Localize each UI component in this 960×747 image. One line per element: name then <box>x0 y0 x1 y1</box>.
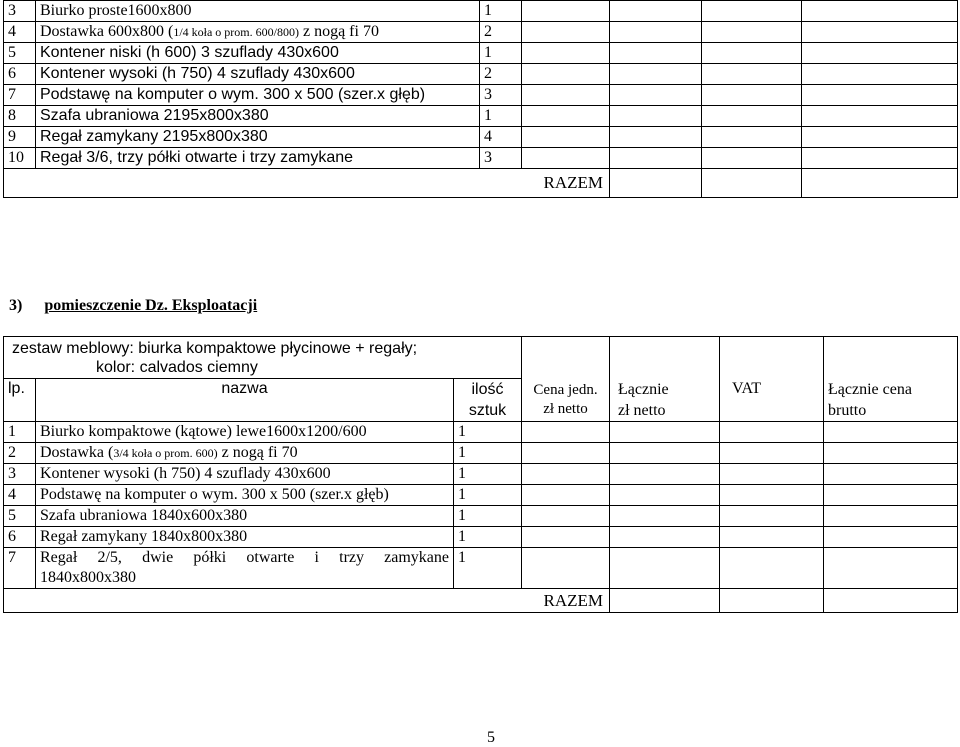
item-qty: 2 <box>480 22 522 43</box>
item-name <box>36 127 480 148</box>
empty-cell <box>824 422 958 443</box>
empty-cell <box>802 148 958 169</box>
header-cena-2: zł netto <box>543 400 588 417</box>
item-name <box>36 443 454 464</box>
empty-cell <box>702 106 802 127</box>
header-lacznie <box>610 379 720 422</box>
empty-cell <box>610 127 702 148</box>
empty-cell <box>702 148 802 169</box>
table-row <box>4 43 958 64</box>
empty-cell <box>522 548 610 589</box>
empty-cell <box>610 506 720 527</box>
empty-cell <box>610 1 702 22</box>
item-lp: 6 <box>4 527 36 548</box>
empty-cell <box>610 148 702 169</box>
header-lacznie-1: Łącznie <box>618 380 669 398</box>
item-name-text: Dostawka 600x800 ( <box>40 23 174 40</box>
item-name-text: Kontener niski (h 600) 3 szuflady 430x600 <box>40 44 339 61</box>
empty-cell <box>702 85 802 106</box>
empty-cell <box>522 64 610 85</box>
empty-cell <box>610 43 702 64</box>
item-name-text: Biurko kompaktowe (kątowe) lewe1600x1200/600 <box>40 423 367 440</box>
table-row <box>4 127 958 148</box>
item-lp: 1 <box>4 422 36 443</box>
item-qty: 1 <box>454 464 522 485</box>
empty-cell <box>802 43 958 64</box>
razem-label: RAZEM <box>4 589 610 613</box>
header-ilosc-1: ilość <box>471 381 504 398</box>
empty-cell <box>522 1 610 22</box>
header-vat: VAT <box>720 379 824 422</box>
table-1 <box>3 0 958 198</box>
item-name-tail: z nogą fi 70 <box>217 444 298 461</box>
table-row <box>4 443 958 464</box>
header-ilosc <box>454 379 522 422</box>
empty-cell <box>610 64 702 85</box>
item-name <box>36 64 480 85</box>
item-name-text: Biurko proste1600x800 <box>40 2 192 19</box>
item-name-text: Kontener wysoki (h 750) 4 szuflady 430x600 <box>40 65 355 82</box>
empty-cell <box>702 64 802 85</box>
razem-row <box>4 589 958 613</box>
empty-cell <box>702 43 802 64</box>
empty-cell <box>522 422 610 443</box>
item-name-tail: z nogą fi 70 <box>298 23 379 40</box>
empty-cell <box>720 548 824 589</box>
empty-cell <box>824 506 958 527</box>
item-name <box>36 106 480 127</box>
empty-cell <box>720 506 824 527</box>
empty-cell <box>610 548 720 589</box>
item-qty: 1 <box>480 43 522 64</box>
empty-cell <box>802 22 958 43</box>
empty-cell <box>802 169 958 198</box>
item-name-note: 1/4 koła o prom. 600/800) <box>173 25 299 39</box>
item-name-text: Regał zamykany 2195x800x380 <box>40 128 268 145</box>
item-lp: 2 <box>4 443 36 464</box>
razem-row <box>4 169 958 198</box>
empty-cell <box>522 443 610 464</box>
header-cena <box>522 379 610 422</box>
item-lp: 5 <box>4 506 36 527</box>
table-row <box>4 506 958 527</box>
item-lp: 3 <box>4 464 36 485</box>
empty-cell <box>610 22 702 43</box>
table-row <box>4 85 958 106</box>
empty-cell <box>720 485 824 506</box>
empty-cell <box>824 443 958 464</box>
empty-cell <box>610 464 720 485</box>
table-row <box>4 527 958 548</box>
item-qty: 1 <box>454 548 522 589</box>
empty-cell <box>702 1 802 22</box>
item-name <box>36 548 454 589</box>
item-qty: 1 <box>454 443 522 464</box>
header-lacznie-2: zł netto <box>618 401 666 419</box>
section-heading <box>9 297 257 315</box>
item-lp: 6 <box>4 64 36 85</box>
item-name <box>36 485 454 506</box>
empty-cell <box>802 1 958 22</box>
empty-cell <box>720 422 824 443</box>
empty-cell <box>610 527 720 548</box>
empty-cell <box>824 589 958 613</box>
item-qty: 3 <box>480 148 522 169</box>
empty-cell <box>522 506 610 527</box>
item-qty: 1 <box>454 527 522 548</box>
section-number: 3) <box>9 297 23 314</box>
set-description-line2: kolor: calvados ciemny <box>96 359 258 376</box>
empty-cell <box>522 527 610 548</box>
empty-cell <box>824 548 958 589</box>
empty-cell <box>610 443 720 464</box>
item-name-text: Regał 3/6, trzy półki otwarte i trzy zamykane <box>40 149 354 166</box>
table-row <box>4 148 958 169</box>
empty-cell <box>610 106 702 127</box>
item-qty: 2 <box>480 64 522 85</box>
razem-label: RAZEM <box>4 169 610 198</box>
empty-cell <box>522 148 610 169</box>
empty-cell <box>610 169 702 198</box>
item-lp: 4 <box>4 22 36 43</box>
table-row <box>4 548 958 589</box>
item-name-text: Szafa ubraniowa 2195x800x380 <box>40 107 269 124</box>
empty-cell <box>522 464 610 485</box>
header-lp: lp. <box>4 379 36 422</box>
section-title: pomieszczenie Dz. Eksploatacji <box>44 297 258 314</box>
item-name <box>36 506 454 527</box>
header-cena-1: Cena jedn. <box>533 381 598 398</box>
empty-cell <box>824 485 958 506</box>
table-row <box>4 1 958 22</box>
item-qty: 1 <box>480 1 522 22</box>
item-name <box>36 527 454 548</box>
empty-cell <box>702 169 802 198</box>
empty-cell <box>802 64 958 85</box>
empty-cell <box>720 527 824 548</box>
item-name <box>36 422 454 443</box>
item-name-line2: 1840x800x380 <box>40 569 136 586</box>
empty-cell <box>522 85 610 106</box>
set-description-line1: zestaw meblowy: biurka kompaktowe płycinowe + regały; <box>12 340 418 357</box>
item-name-line1: Regał 2/5, dwie półki otwarte i trzy zamykane <box>40 549 449 566</box>
item-qty: 1 <box>454 506 522 527</box>
empty-cell <box>802 127 958 148</box>
item-lp: 5 <box>4 43 36 64</box>
item-lp: 10 <box>4 148 36 169</box>
empty-cell <box>802 85 958 106</box>
empty-cell <box>824 527 958 548</box>
empty-cell <box>720 443 824 464</box>
empty-cell <box>610 589 720 613</box>
item-name-text: Podstawę na komputer o wym. 300 x 500 (szer.x głęb) <box>40 86 426 103</box>
item-name <box>36 1 480 22</box>
empty-cell <box>522 127 610 148</box>
empty-cell <box>522 485 610 506</box>
item-lp: 3 <box>4 1 36 22</box>
empty-cell <box>824 464 958 485</box>
empty-cell <box>702 22 802 43</box>
item-name-text: Regał zamykany 1840x800x380 <box>40 528 248 545</box>
empty-cell <box>720 589 824 613</box>
header-ilosc-2: sztuk <box>468 402 507 419</box>
empty-cell <box>522 106 610 127</box>
item-qty: 4 <box>480 127 522 148</box>
header-row <box>4 379 958 422</box>
empty-cell <box>610 485 720 506</box>
empty-cell <box>522 43 610 64</box>
item-name-text: Szafa ubraniowa 1840x600x380 <box>40 507 248 524</box>
empty-cell <box>610 422 720 443</box>
set-description <box>4 337 522 379</box>
table-row <box>4 422 958 443</box>
header-nazwa: nazwa <box>36 379 454 422</box>
item-qty: 3 <box>480 85 522 106</box>
empty-cell <box>702 127 802 148</box>
item-name <box>36 22 480 43</box>
header-brutto-2: brutto <box>828 401 867 419</box>
item-name <box>36 85 480 106</box>
item-lp: 8 <box>4 106 36 127</box>
header-brutto-1: Łącznie cena <box>828 380 912 398</box>
item-lp: 9 <box>4 127 36 148</box>
table-2 <box>3 336 958 613</box>
item-name-text: Dostawka ( <box>40 444 114 461</box>
item-name-text: Kontener wysoki (h 750) 4 szuflady 430x600 <box>40 465 331 482</box>
item-name <box>36 464 454 485</box>
item-lp: 7 <box>4 548 36 589</box>
table-row <box>4 22 958 43</box>
empty-cell <box>610 85 702 106</box>
table-row <box>4 106 958 127</box>
header-brutto <box>824 379 958 422</box>
item-name-text: Podstawę na komputer o wym. 300 x 500 (szer.x głęb) <box>40 486 389 503</box>
empty-cell <box>720 464 824 485</box>
table-row <box>4 464 958 485</box>
item-qty: 1 <box>454 485 522 506</box>
page-number: 5 <box>487 729 495 746</box>
table-row <box>4 485 958 506</box>
item-lp: 4 <box>4 485 36 506</box>
item-name <box>36 148 480 169</box>
item-qty: 1 <box>454 422 522 443</box>
item-lp: 7 <box>4 85 36 106</box>
empty-cell <box>802 106 958 127</box>
item-qty: 1 <box>480 106 522 127</box>
empty-cell <box>522 22 610 43</box>
item-name <box>36 43 480 64</box>
item-name-note: 3/4 koła o prom. 600) <box>113 446 218 460</box>
table-row <box>4 64 958 85</box>
